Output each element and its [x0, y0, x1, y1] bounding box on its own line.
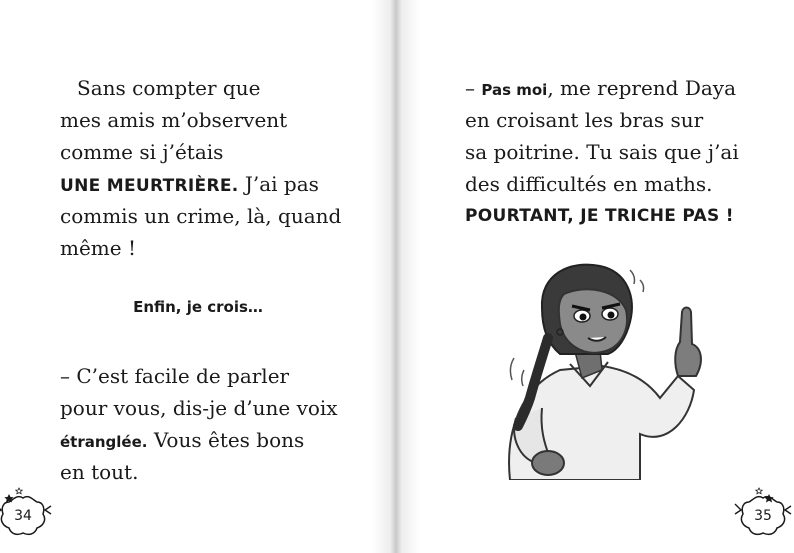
text-line: commis un crime, là, quand: [60, 204, 342, 228]
text-run: , me reprend Daya: [547, 76, 737, 100]
page-number: 34: [14, 508, 32, 524]
thought-text: Enfin, je crois…: [133, 298, 263, 316]
text-line: [60, 424, 338, 456]
emphasis-comic-text: UNE MEURTRIÈRE.: [60, 176, 239, 196]
shout-text: POURTANT, JE TRICHE PAS !: [465, 206, 734, 226]
text-line: mes amis m’observent: [60, 108, 288, 132]
text-run: Vous êtes bons: [147, 428, 305, 452]
left-paragraph-1: [60, 72, 341, 264]
left-paragraph-2: [60, 360, 338, 488]
text-line: Sans compter que: [77, 76, 261, 100]
girl-pointing-finger-illustration: [490, 258, 725, 480]
book-gutter: [372, 0, 420, 553]
text-line: – C’est facile de parler: [60, 364, 290, 388]
text-line: [465, 72, 739, 104]
text-run: –: [465, 76, 482, 100]
text-line: sa poitrine. Tu sais que j’ai: [465, 140, 739, 164]
emphasis-comic-text: étranglée.: [60, 433, 148, 451]
text-line: même !: [60, 236, 136, 260]
page-number-badge-left: [3, 496, 43, 536]
text-line: [60, 168, 341, 200]
page-number: 35: [754, 508, 772, 524]
text-run: J’ai pas: [238, 172, 319, 196]
emphasis-comic-text: Pas moi: [481, 81, 548, 99]
text-line: pour vous, dis-je d’une voix: [60, 396, 338, 420]
text-line: en tout.: [60, 460, 139, 484]
page-number-badge-right: [743, 496, 783, 536]
girl-illustration-icon: [490, 258, 725, 480]
right-paragraph-1: [465, 72, 739, 232]
text-line: des difficultés en maths.: [465, 172, 713, 196]
text-line: comme si j’étais: [60, 140, 224, 164]
text-line: en croisant les bras sur: [465, 108, 704, 132]
